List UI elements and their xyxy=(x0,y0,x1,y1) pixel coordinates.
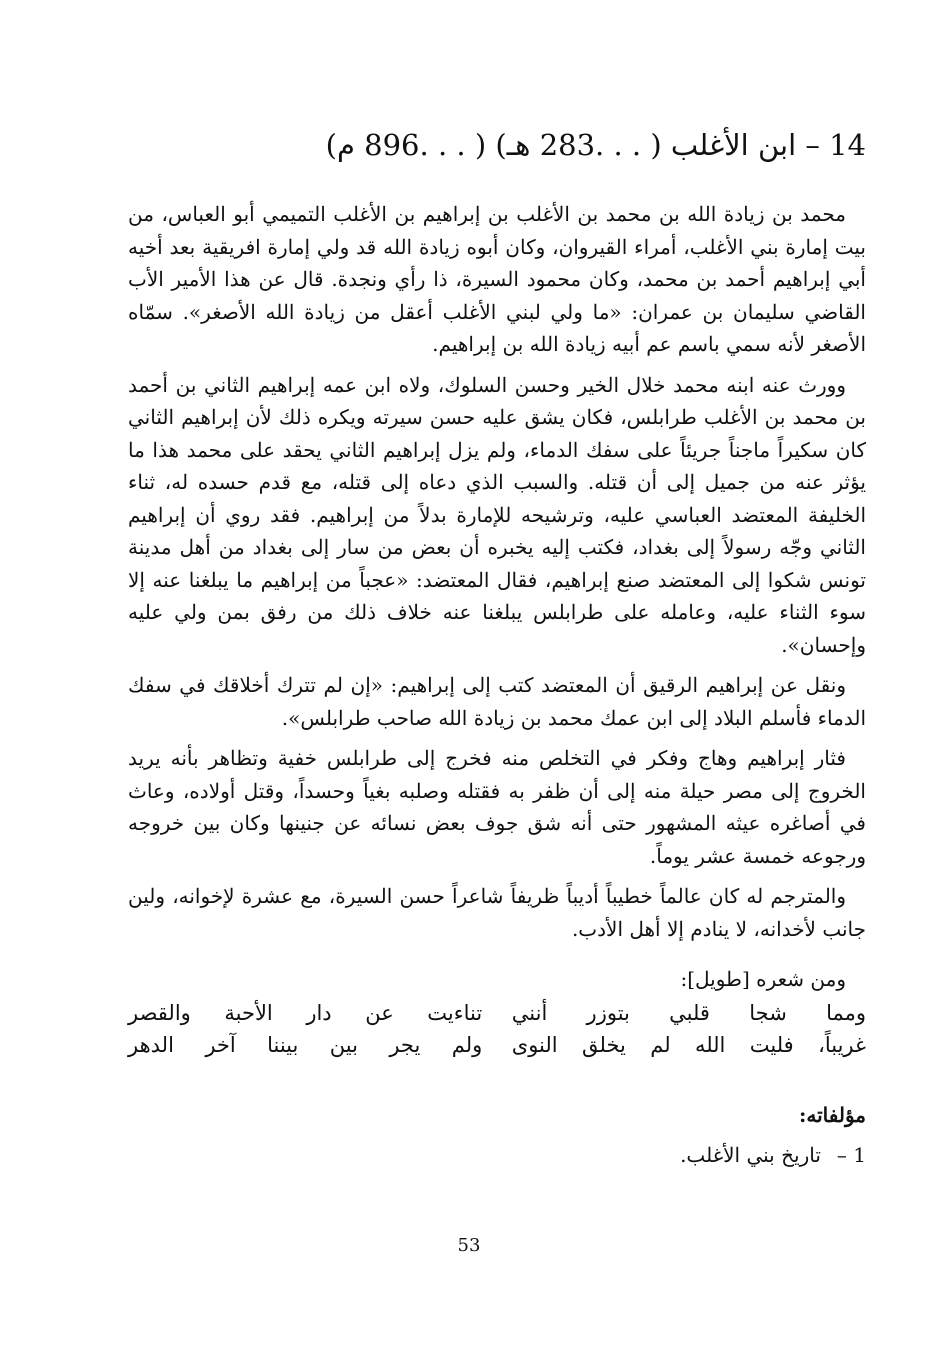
paragraph-5: والمترجم له كان عالماً خطيباً أديباً ظريفاً شاعراً حسن السيرة، مع عشرة لإخوانه، ولين جانب لأخدانه، لا ينادم إلا أهل الأدب. xyxy=(128,884,866,941)
paragraph-2: وورث عنه ابنه محمد خلال الخير وحسن السلوك، ولاه ابن عمه إبراهيم الثاني بن أحمد بن محمد بن الأغلب طرابلس، فكان يشق عليه حسن سيرته ويكره ذلك لأن إبراهيم الثاني كان سكيراً ماجناً جريئاً على سفك الدماء، ولم يزل إبراهيم الثاني يحقد على محمد هذا ما يؤثر عنه من جميل إلى أن قتله. والسبب الذي دعاه إلى قتله، مع قدم حسده له، ثناء الخليفة المعتضد العباسي عليه، وترشيحه للإمارة بدلاً من إبراهيم. فقد روي أن إبراهيم الثاني وجّه رسولاً إلى بغداد، فكتب إليه يخبره أن بعض من سار إلى بغداد من أهل مدينة تونس شكوا إلى المعتضد صنع إبراهيم، فقال المعتضد: «عجباً من إبراهيم ما يبلغنا عنه إلا سوء الثناء عليه، وعامله على طرابلس يبلغنا عنه خلاف ذلك من رفق بمن ولي عليه وإحسان». xyxy=(128,372,866,657)
works-item-text: تاريخ بني الأغلب. xyxy=(680,1143,821,1167)
verse-2-first-hemistich: غريباً، فليت الله لم يخلق النوى xyxy=(511,1033,866,1057)
works-list-item xyxy=(128,1139,866,1171)
paragraph-1: محمد بن زيادة الله بن محمد بن الأغلب بن إبراهيم بن الأغلب التميمي أبو العباس، من بيت إمارة بني الأغلب، أمراء القيروان، وكان أبوه زيادة الله قد ولي إمارة افريقية بعد أخيه أبي إبراهيم أحمد بن محمد، وكان محمود السيرة، ذا رأي ونجدة. قال عن هذا الأمير الأب القاضي سليمان بن عمران: «ما ولي لبني الأغلب أعقل من زيادة الله الأصغر». سمّاه الأصغر لأنه سمي باسم عم أبيه زيادة الله بن إبراهيم. xyxy=(128,202,866,356)
page-content xyxy=(128,120,866,1171)
paragraph-3: ونقل عن إبراهيم الرقيق أن المعتضد كتب إلى إبراهيم: «إن لم تترك أخلاقك في سفك الدماء فأسلم البلاد إلى ابن عمك محمد بن زيادة الله صاحب طرابلس». xyxy=(128,673,866,730)
works-section-title: مؤلفاته: xyxy=(798,1103,866,1127)
poem-intro: ومن شعره [طويل]: xyxy=(680,967,846,991)
works-item-number: 1 – xyxy=(836,1143,866,1167)
page-number: 53 xyxy=(457,1235,481,1256)
verse-2-second-hemistich: ولم يجر بين بيننا آخر الدهر xyxy=(128,1033,483,1057)
poem-verse-1 xyxy=(128,997,866,1029)
verse-1-second-hemistich: تناءيت عن دار الأحبة والقصر xyxy=(128,1001,483,1025)
paragraph-4: فثار إبراهيم وهاج وفكر في التخلص منه فخرج إلى طرابلس خفية وتظاهر بأنه يريد الخروج إلى مصر حيلة منه إلى أن ظفر به فقتله وصلبه بغياً وحسداً، وقتل أولاده، وعاث في أصاغره عيثه المشهور حتى أنه شق جوف بعض نسائه عن جنينها وكان بين خروجه ورجوعه خمسة عشر يوماً. xyxy=(128,746,866,868)
poem-verse-2 xyxy=(128,1029,866,1061)
verse-1-first-hemistich: ومما شجا قلبي بتوزر أنني xyxy=(511,1001,866,1025)
biography-heading: 14 – ابن الأغلب ( . . .283 هـ) ( . . .896 م) xyxy=(325,128,866,162)
